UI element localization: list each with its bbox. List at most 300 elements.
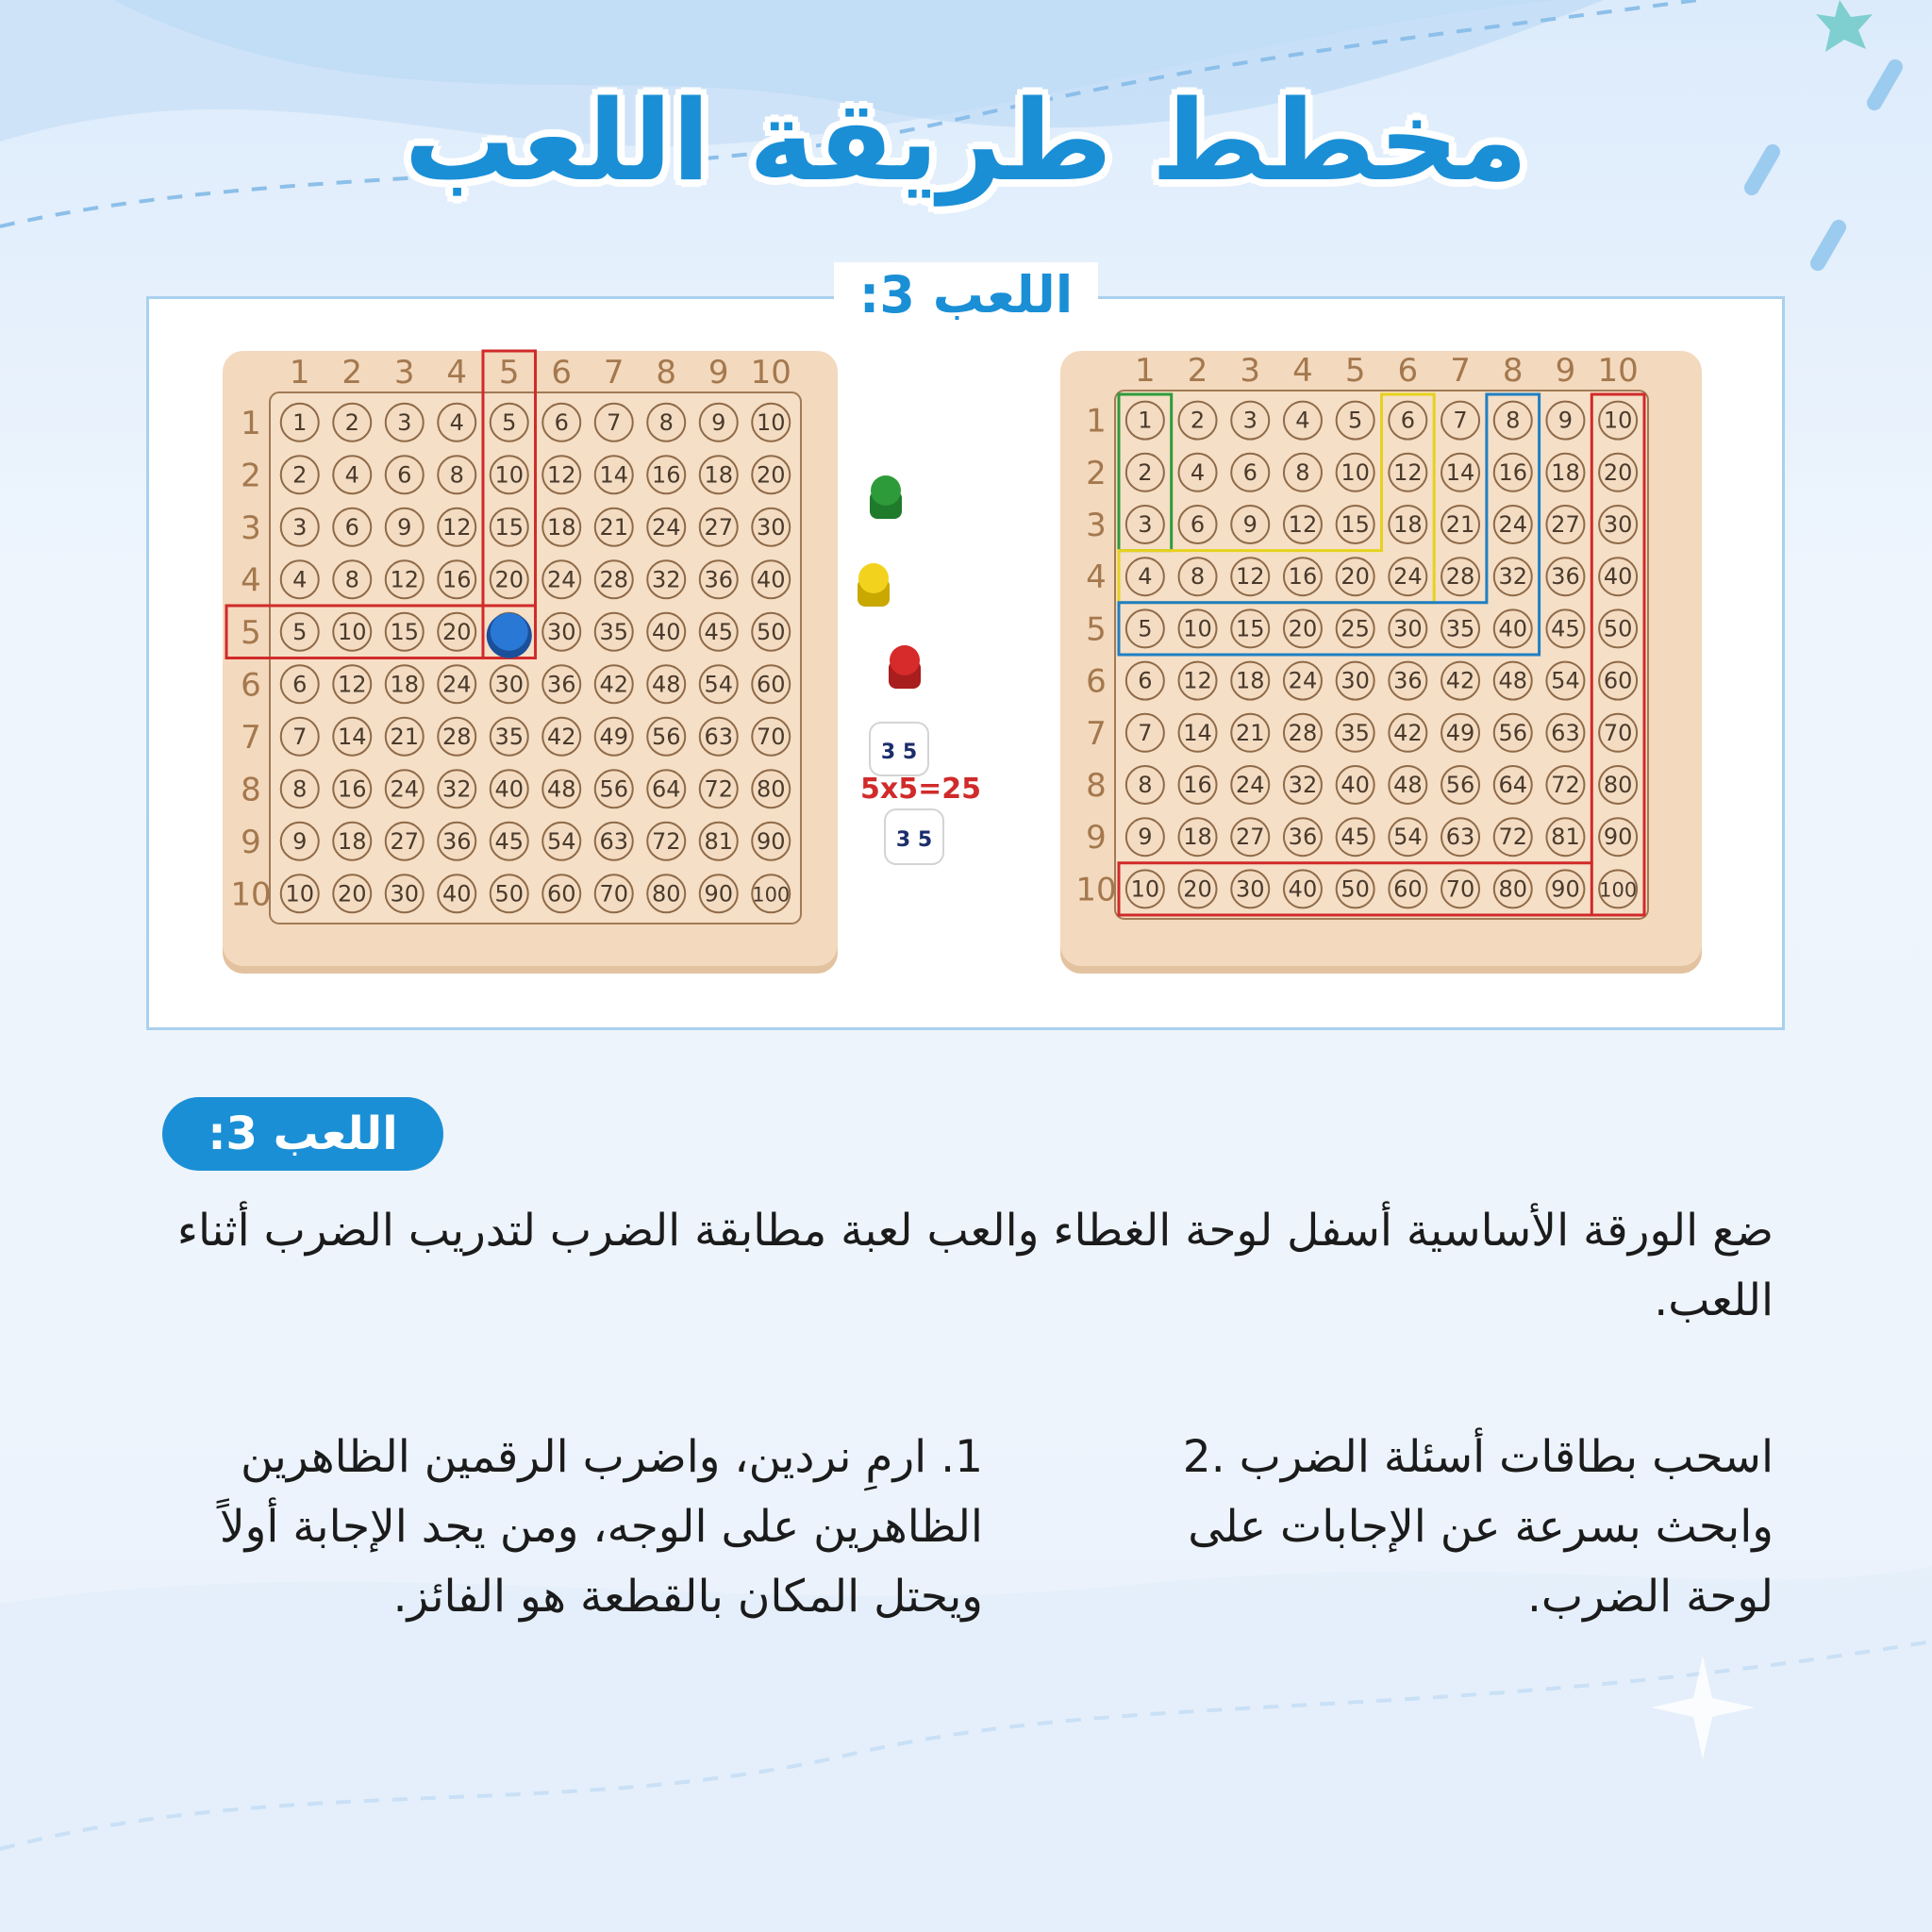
board-cell: [700, 665, 738, 703]
cell-number: 30: [1235, 875, 1265, 903]
board-cell: [1231, 662, 1269, 700]
board-cell: [386, 718, 424, 756]
cell-number: 27: [1235, 824, 1265, 851]
board-cell: [1126, 454, 1164, 491]
board-cell: [542, 508, 580, 546]
cell-number: 8: [1506, 407, 1521, 434]
board-cell: [1126, 662, 1164, 700]
cell-number: 60: [1393, 875, 1423, 903]
board-cell: [438, 823, 475, 860]
svg-text:3 5: 3 5: [895, 828, 933, 852]
cell-number: 8: [1295, 458, 1310, 486]
cell-number: 35: [1445, 615, 1475, 642]
board-cell: [1546, 506, 1584, 543]
cell-number: 12: [546, 461, 576, 489]
board-cell: [595, 665, 633, 703]
board-cell: [1494, 766, 1532, 804]
row-header: 1: [1086, 402, 1107, 441]
board-cell: [647, 665, 685, 703]
board-cell: [1546, 870, 1584, 908]
cell-number: 80: [1603, 772, 1633, 798]
cell-number: 6: [1138, 667, 1153, 694]
board-cell: [1389, 818, 1426, 856]
cell-number: 30: [756, 513, 786, 541]
cell-number: 6: [344, 513, 359, 541]
column-header: 6: [551, 354, 573, 391]
cell-number: 45: [704, 618, 734, 645]
cell-number: 25: [1341, 615, 1370, 642]
cell-number: 40: [494, 775, 525, 803]
row-header: 9: [241, 823, 261, 861]
cell-number: 30: [1393, 615, 1423, 642]
board-cell: [1546, 454, 1584, 491]
board-cell: [333, 613, 371, 651]
board-cell: [438, 560, 475, 598]
board-cell: [647, 770, 685, 808]
cell-number: 24: [651, 513, 681, 541]
cell-number: 12: [390, 566, 420, 593]
yellow-piece: [858, 563, 890, 607]
cell-number: 56: [651, 723, 681, 750]
cell-number: 72: [1498, 824, 1528, 851]
board-cell: [1284, 818, 1322, 856]
column-header: 2: [341, 354, 363, 391]
green-piece: [870, 475, 902, 519]
board-cell: [1441, 818, 1479, 856]
board-cell: [1389, 766, 1426, 804]
board-cell: [752, 823, 790, 860]
cell-number: 80: [756, 775, 786, 803]
board-cell: [542, 770, 580, 808]
cell-number: 18: [1183, 824, 1212, 851]
board-cell: [595, 508, 633, 546]
row-header: 8: [1086, 767, 1107, 805]
cell-number: 90: [756, 827, 786, 855]
cell-number: 28: [441, 723, 472, 750]
board-cell: [647, 718, 685, 756]
board-cell: [1441, 662, 1479, 700]
cell-number: 30: [546, 618, 576, 645]
cell-number: 36: [441, 827, 472, 855]
cell-number: 54: [546, 827, 576, 855]
cell-number: 32: [441, 775, 472, 803]
cell-number: 72: [1551, 772, 1580, 798]
cell-number: 9: [1242, 511, 1257, 538]
cell-number: 32: [1288, 772, 1318, 798]
board-cell: [386, 770, 424, 808]
row-header: 1: [241, 404, 261, 442]
cell-number: 9: [1557, 407, 1574, 434]
board-cell: [1179, 506, 1217, 543]
column-header: 8: [656, 354, 677, 391]
cell-number: 14: [599, 461, 629, 489]
cell-number: 30: [1341, 667, 1370, 694]
board-cell: [542, 874, 580, 912]
column-header: 8: [1502, 352, 1524, 390]
board-cell: [1337, 558, 1374, 595]
cell-number: 40: [441, 880, 472, 908]
board-cell: [281, 508, 319, 546]
board-cell: [700, 613, 738, 651]
cell-number: 7: [292, 723, 308, 750]
column-header: 7: [1450, 352, 1471, 390]
cell-number: 14: [1445, 458, 1475, 486]
cell-number: 14: [1183, 719, 1212, 746]
board-cell: [1337, 506, 1374, 543]
cell-number: 56: [599, 775, 629, 803]
cell-number: 28: [599, 566, 629, 593]
section-pill: اللعب 3:: [162, 1097, 443, 1171]
cell-number: 27: [1551, 511, 1580, 538]
board-cell: [752, 613, 790, 651]
cell-number: 90: [704, 880, 734, 908]
cell-number: 24: [546, 566, 576, 593]
cell-number: 80: [651, 880, 681, 908]
row-header: 6: [241, 666, 261, 705]
cell-number: 20: [1341, 563, 1370, 591]
cell-number: 4: [1295, 407, 1310, 434]
cell-number: 12: [1235, 563, 1265, 591]
board-cell: [333, 665, 371, 703]
cell-number: 6: [554, 408, 569, 436]
board-cell: [1337, 714, 1374, 752]
row-header: 4: [241, 561, 261, 600]
cell-number: 50: [1341, 875, 1370, 903]
board-cell: [700, 770, 738, 808]
board-cell: [1441, 402, 1479, 440]
dice-bottom: [885, 809, 943, 864]
column-header: 2: [1187, 352, 1208, 390]
cell-number: 16: [337, 775, 367, 803]
board-cell: [1546, 766, 1584, 804]
board-cell: [700, 823, 738, 860]
cell-number: 24: [1498, 511, 1528, 538]
cell-number: 3: [1138, 511, 1153, 538]
cell-number: 48: [651, 671, 681, 698]
cell-number: 60: [756, 671, 786, 698]
board-cell: [542, 560, 580, 598]
board-cell: [1494, 558, 1532, 595]
board-cell: [595, 404, 633, 441]
cell-number: 56: [1498, 719, 1528, 746]
cell-number: 49: [1445, 719, 1475, 746]
board-cell: [700, 874, 738, 912]
board-cell: [1441, 870, 1479, 908]
board-cell: [1599, 609, 1637, 647]
board-cell: [333, 770, 371, 808]
board-cell: [647, 823, 685, 860]
board-cell: [281, 560, 319, 598]
cell-number: 9: [1138, 824, 1153, 851]
cell-number: 42: [1393, 719, 1423, 746]
cell-number: 6: [292, 671, 308, 698]
cell-number: 5: [292, 618, 308, 645]
row-header: 2: [1086, 454, 1107, 492]
board-cell: [1494, 818, 1532, 856]
board-cell: [281, 456, 319, 493]
board-cell: [595, 770, 633, 808]
cell-number: 4: [1190, 458, 1206, 486]
board-cell: [333, 560, 371, 598]
cell-number: 7: [607, 408, 622, 436]
cell-number: 40: [651, 618, 681, 645]
board-cell: [542, 665, 580, 703]
board-cell: [1441, 454, 1479, 491]
cell-number: 27: [704, 513, 734, 541]
cell-number: 15: [390, 618, 420, 645]
cell-number: 40: [756, 566, 786, 593]
cell-number: 12: [1393, 458, 1423, 486]
board-cell: [647, 613, 685, 651]
board-cell: [647, 874, 685, 912]
board-cell: [1337, 662, 1374, 700]
column-header: 5: [498, 354, 520, 391]
board-cell: [333, 874, 371, 912]
board-cell: [1231, 766, 1269, 804]
board-cell: [542, 456, 580, 493]
blue-piece: [491, 613, 528, 651]
cell-number: 32: [1498, 563, 1528, 591]
cell-number: 12: [337, 671, 367, 698]
board-cell: [1337, 609, 1374, 647]
cell-number: 64: [1498, 772, 1528, 798]
cell-number: 36: [1551, 563, 1580, 591]
board-cell: [542, 823, 580, 860]
cell-number: 40: [1341, 772, 1370, 798]
row-header: 7: [1086, 714, 1107, 753]
board-cell: [438, 874, 475, 912]
cell-number: 35: [599, 618, 629, 645]
cell-number: 15: [494, 513, 525, 541]
cell-number: 20: [1183, 875, 1212, 903]
board-cell: [1599, 818, 1637, 856]
cell-number: 20: [441, 618, 472, 645]
board-cell: [333, 718, 371, 756]
cell-number: 24: [441, 671, 472, 698]
cell-number: 16: [1498, 458, 1528, 486]
board-cell: [752, 718, 790, 756]
dice-top: [870, 723, 928, 775]
board-cell: [1494, 714, 1532, 752]
column-header: 6: [1397, 352, 1419, 390]
cell-number: 2: [344, 408, 359, 436]
page-title: مخطط طريقة اللعب: [404, 75, 1528, 206]
board-cell: [1231, 609, 1269, 647]
cell-number: 1: [292, 408, 308, 436]
row-header: 5: [1086, 610, 1107, 649]
board-cell: [1284, 402, 1322, 440]
board-cell: [438, 508, 475, 546]
cell-number: 35: [1341, 719, 1370, 746]
board-cell: [491, 823, 528, 860]
board-cell: [1389, 609, 1426, 647]
board-cell: [1546, 402, 1584, 440]
cell-number: 90: [1551, 875, 1580, 903]
cell-number: 2: [1138, 458, 1153, 486]
cell-number: 15: [1235, 615, 1265, 642]
cell-number: 20: [494, 566, 525, 593]
board-cell: [647, 456, 685, 493]
board-cell: [752, 770, 790, 808]
cell-number: 10: [1603, 407, 1633, 434]
board-cell: [1441, 506, 1479, 543]
cell-number: 12: [1288, 511, 1318, 538]
board-cell: [595, 613, 633, 651]
board-cell: [752, 404, 790, 441]
cell-number: 16: [1288, 563, 1318, 591]
board-cell: [438, 404, 475, 441]
cell-number: 32: [651, 566, 681, 593]
board-cell: [386, 508, 424, 546]
row-header: 6: [1086, 662, 1107, 701]
board-cell: [1284, 454, 1322, 491]
board-cell: [1441, 609, 1479, 647]
board-cell: [491, 456, 528, 493]
board-cell: [1441, 766, 1479, 804]
column-header: 4: [1292, 352, 1313, 390]
cell-number: 24: [1393, 563, 1423, 591]
cell-number: 4: [449, 408, 464, 436]
cell-number: 6: [1400, 407, 1415, 434]
board-cell: [1126, 818, 1164, 856]
cell-number: 36: [1393, 667, 1423, 694]
cell-number: 20: [337, 880, 367, 908]
column-header: 1: [1135, 352, 1156, 390]
cell-number: 48: [1393, 772, 1423, 798]
cell-number: 70: [599, 880, 629, 908]
cell-number: 54: [1551, 667, 1580, 694]
column-header: 10: [1597, 352, 1639, 390]
cell-number: 12: [441, 513, 472, 541]
cell-number: 81: [1551, 824, 1580, 851]
board-cell: [1494, 609, 1532, 647]
board-cell: [1441, 558, 1479, 595]
column-header: 7: [603, 354, 625, 391]
board-cell: [1494, 506, 1532, 543]
board-cell: [542, 404, 580, 441]
board-cell: [542, 613, 580, 651]
board-cell: [281, 770, 319, 808]
board-cell: [1389, 506, 1426, 543]
cell-number: 60: [546, 880, 576, 908]
board-cell: [1284, 714, 1322, 752]
cell-number: 16: [651, 461, 681, 489]
cell-number: 10: [285, 880, 315, 908]
board-cell: [1126, 506, 1164, 543]
cell-number: 18: [1235, 667, 1265, 694]
board-cell: [700, 508, 738, 546]
cell-number: 35: [494, 723, 525, 750]
cell-number: 100: [1599, 878, 1638, 902]
cell-number: 14: [337, 723, 367, 750]
board-cell: [386, 456, 424, 493]
cell-number: 4: [292, 566, 308, 593]
cell-number: 21: [1235, 719, 1265, 746]
row-header: 2: [241, 457, 261, 495]
board-cell: [700, 404, 738, 441]
cell-number: 72: [651, 827, 681, 855]
row-header: 7: [241, 718, 261, 757]
board-cell: [1441, 714, 1479, 752]
row-header: 5: [241, 613, 261, 652]
board-cell: [1179, 402, 1217, 440]
cell-number: 21: [390, 723, 420, 750]
cell-number: 28: [1288, 719, 1318, 746]
cell-number: 20: [1288, 615, 1318, 642]
cell-number: 21: [1445, 511, 1475, 538]
board-cell: [1389, 558, 1426, 595]
board-cell: [386, 874, 424, 912]
cell-number: 6: [397, 461, 412, 489]
board-cell: [1231, 454, 1269, 491]
cell-number: 8: [1190, 563, 1206, 591]
cell-number: 10: [337, 618, 367, 645]
board-cell: [1179, 662, 1217, 700]
board-cell: [700, 456, 738, 493]
cell-number: 54: [704, 671, 734, 698]
cell-number: 18: [390, 671, 420, 698]
board-cell: [386, 613, 424, 651]
board-cell: [438, 718, 475, 756]
board-cell: [491, 718, 528, 756]
board-cell: [1546, 558, 1584, 595]
board-cell: [700, 718, 738, 756]
cell-number: 36: [546, 671, 576, 698]
cell-number: 7: [1138, 719, 1153, 746]
board-cell: [386, 665, 424, 703]
cell-number: 20: [1603, 458, 1633, 486]
cell-number: 48: [1498, 667, 1528, 694]
cell-number: 8: [449, 461, 464, 489]
cell-number: 45: [1341, 824, 1370, 851]
board-cell: [1546, 714, 1584, 752]
board-cell: [333, 456, 371, 493]
cell-number: 42: [546, 723, 576, 750]
cell-number: 72: [704, 775, 734, 803]
board-cell: [595, 456, 633, 493]
cell-number: 12: [1183, 667, 1212, 694]
board-cell: [752, 456, 790, 493]
board-cell: [438, 665, 475, 703]
board-cell: [1389, 870, 1426, 908]
cell-number: 100: [752, 883, 791, 907]
cell-number: 3: [397, 408, 412, 436]
column-header: 10: [750, 354, 791, 391]
board-cell: [333, 404, 371, 441]
row-header: 8: [241, 771, 261, 809]
cell-number: 2: [292, 461, 308, 489]
right-multiplication-board: [1060, 351, 1702, 974]
cell-number: 8: [658, 408, 674, 436]
cell-number: 18: [1551, 458, 1580, 486]
step-2-text: اسحب بطاقات أسئلة الضرب .2 وابحث بسرعة عن الإجابات على لوحة الضرب.: [1182, 1431, 1774, 1623]
board-cell: [281, 665, 319, 703]
board-cell: [1126, 558, 1164, 595]
board-cell: [1494, 402, 1532, 440]
board-cell: [1599, 766, 1637, 804]
board-cell: [281, 874, 319, 912]
board-cell: [438, 456, 475, 493]
cell-number: 2: [1190, 407, 1206, 434]
cell-number: 63: [704, 723, 734, 750]
board-cell: [281, 718, 319, 756]
board-cell: [752, 560, 790, 598]
cell-number: 40: [1288, 875, 1318, 903]
cell-number: 4: [1138, 563, 1153, 591]
board-cell: [1546, 662, 1584, 700]
board-cell: [595, 874, 633, 912]
board-cell: [1126, 766, 1164, 804]
